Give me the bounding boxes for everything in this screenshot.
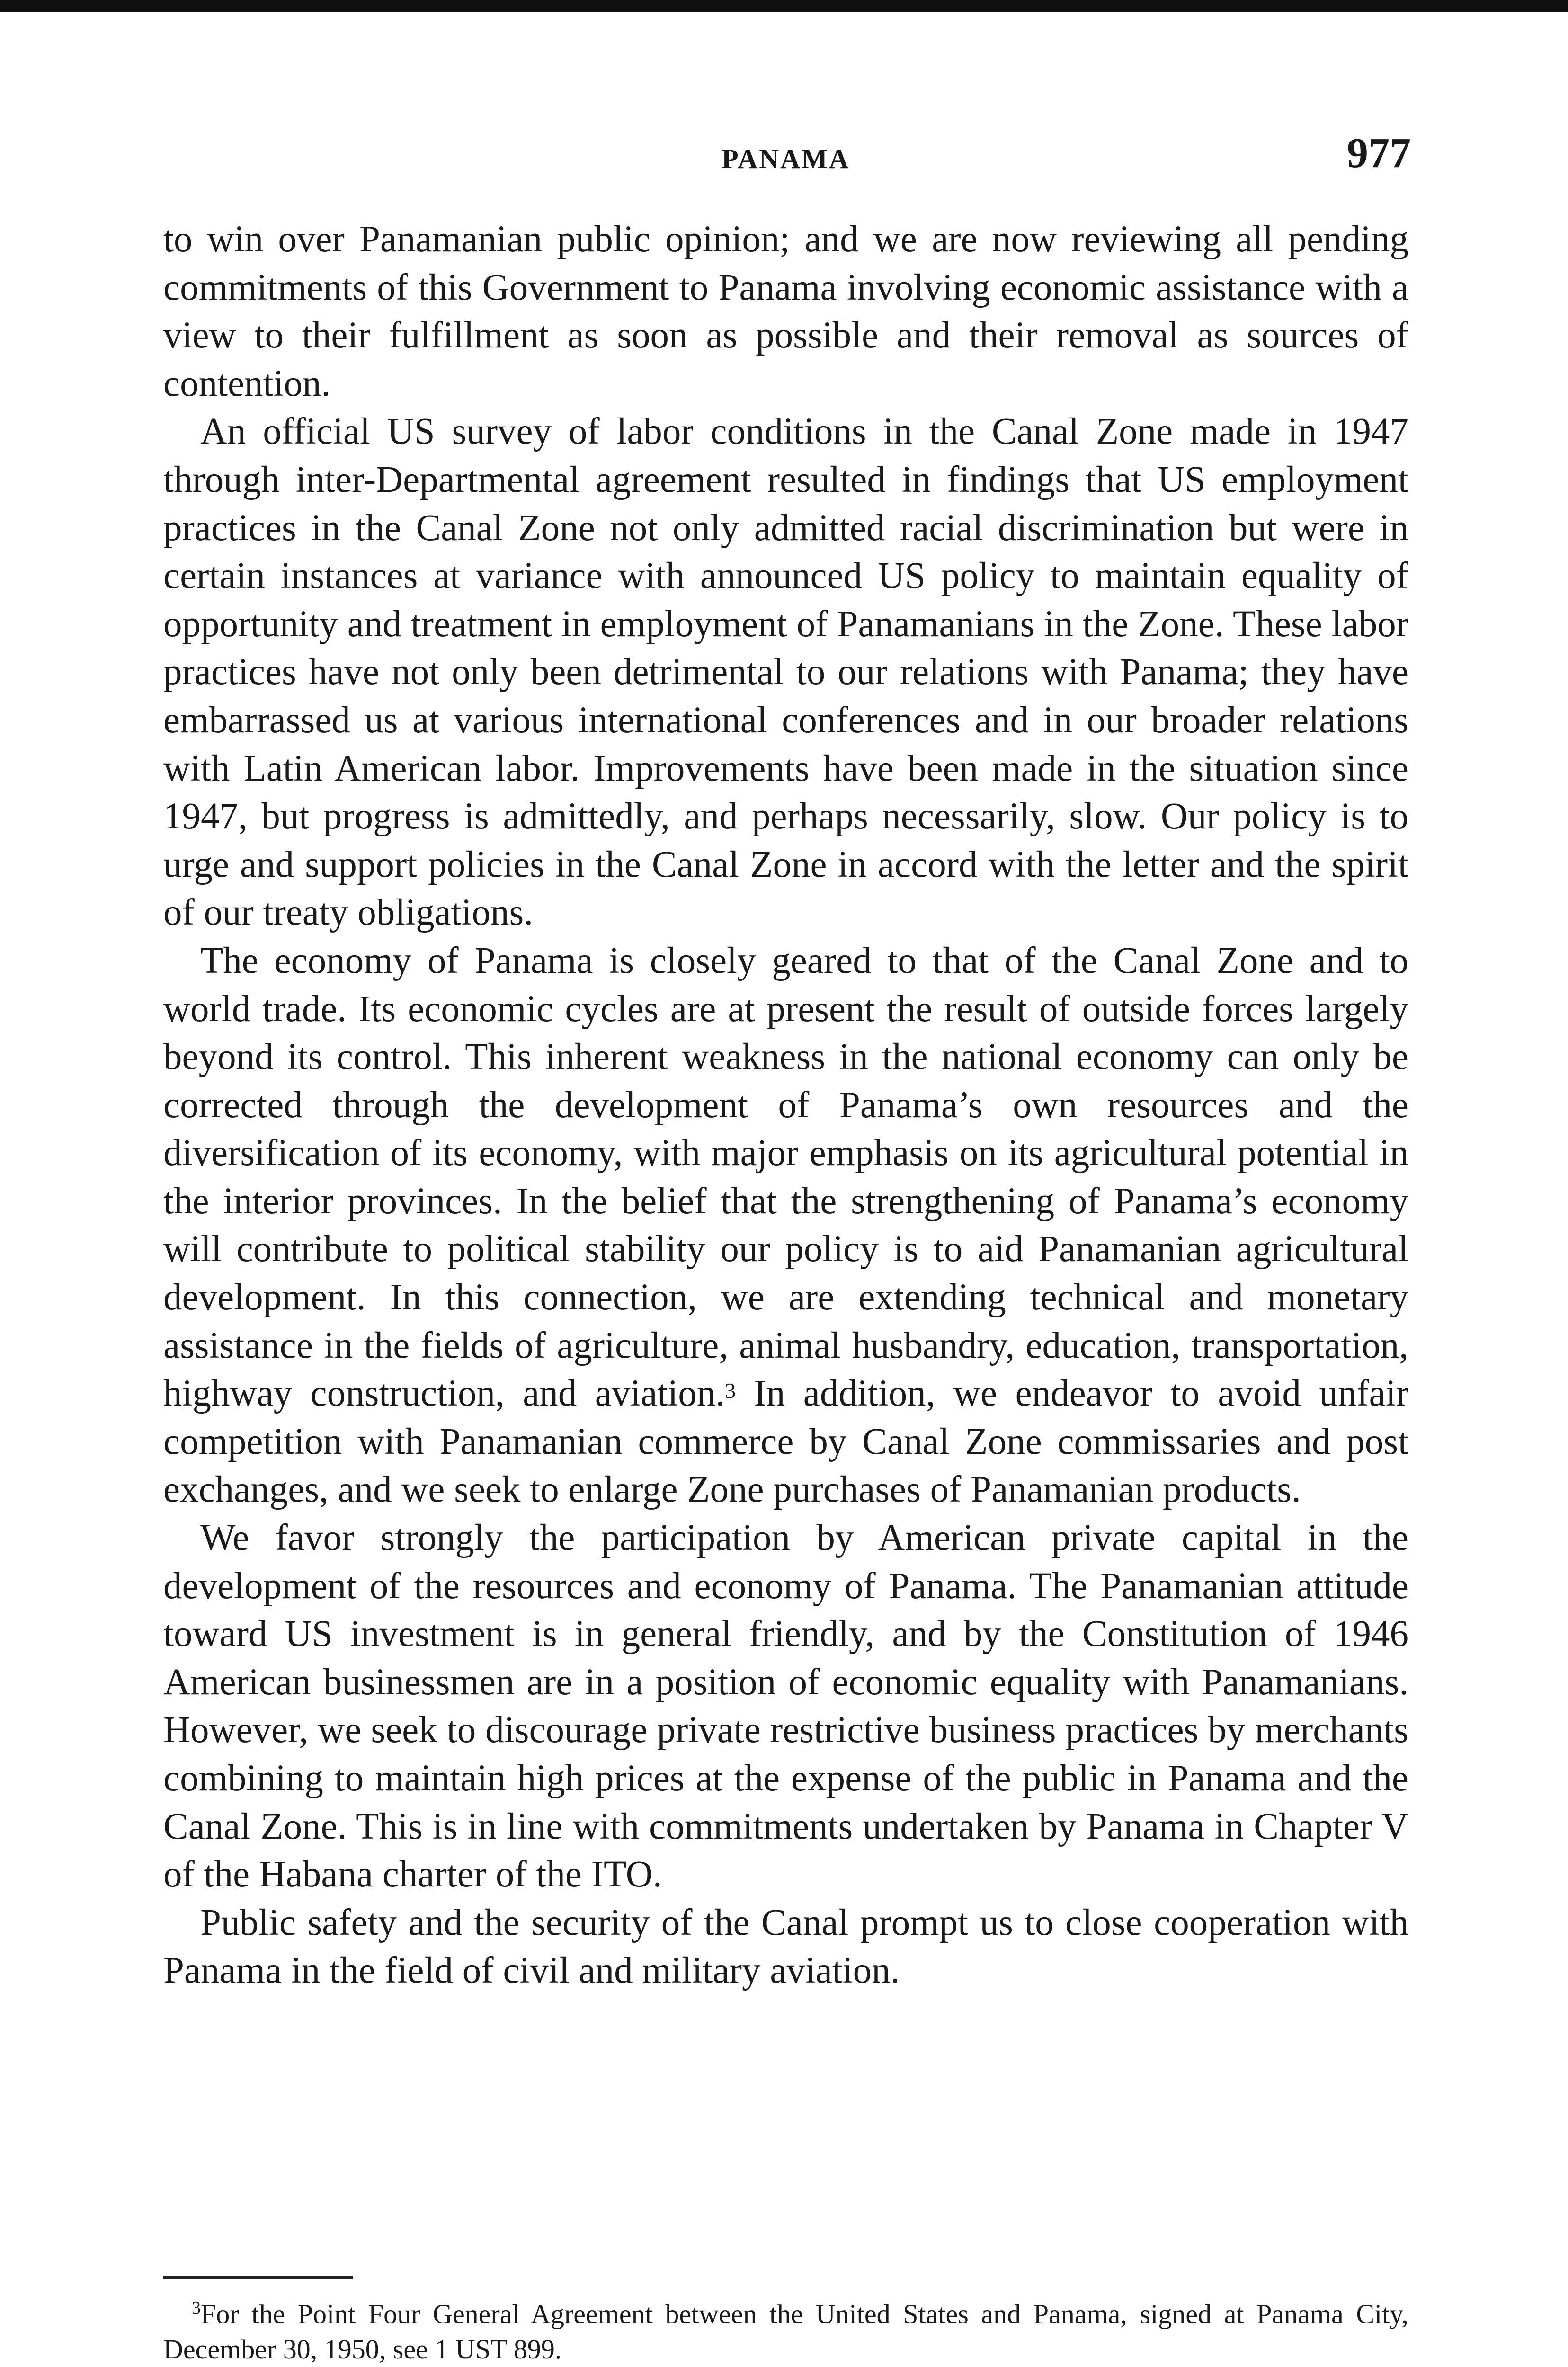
footnote-text: For the Point Four General Agreement between the United States and Panama, signed at Panama City, December 30, 1950, see 1 UST 899.	[163, 2298, 1408, 2365]
running-head	[161, 124, 1411, 190]
footnote-marker: 3	[192, 2298, 201, 2318]
footnote	[163, 2290, 1408, 2367]
paragraph-continued: to win over Panamanian public opinion; and we are now reviewing all pending commitments of this Government to Panama involving economic assistance with a view to their fulfillment as soon as possible and their removal as sources of contention.	[163, 219, 1408, 404]
paragraph-economy-text: The economy of Panama is closely geared to that of the Canal Zone and to world trade. Its economic cycles are at present the result of outside forces largely beyond its control. This inherent weakness in the national economy can only be corrected through the development of Panama’s own resources and the diversification of its economy, with major emphasis on its agricultural potential in the interior provinces. In the belief that the strengthening of Panama’s economy will contribute to political stability our policy is to aid Panamanian agricultural development. In this connection, we are extending technical and monetary assistance in the fields of agriculture, animal husbandry, education, transportation, highway construction, and aviation.	[163, 940, 1408, 1415]
footnote-rule	[163, 2276, 353, 2279]
paragraph-public-safety: Public safety and the security of the Canal prompt us to close cooperation with Panama in the field of civil and military aviation.	[163, 1902, 1408, 1992]
footnote-text-block	[163, 2290, 1408, 2367]
paragraph-economy-continuation: In addition, we endeavor to avoid unfair competition with Panamanian commerce by Canal Zone commissaries and post exchanges, and we seek to enlarge Zone purchases of Panamanian products.	[163, 1373, 1408, 1511]
running-title: PANAMA	[722, 143, 850, 174]
paragraph-labor-survey: An official US survey of labor conditions in the Canal Zone made in 1947 through inter-Departmental agreement resulted in findings that US employment practices in the Canal Zone not only admitted racial discrimination but were in certain instances at variance with announced US policy to maintain equality of opportunity and treatment in employment of Panamanians in the Zone. These labor practices have not only been detrimental to our relations with Panama; they have embarrassed us at various international conferences and in our broader relations with Latin American labor. Improvements have been made in the situation since 1947, but progress is admittedly, and perhaps necessarily, slow. Our policy is to urge and support policies in the Canal Zone in accord with the letter and the spirit of our treaty obligations.	[163, 411, 1408, 934]
body-text	[163, 215, 1408, 1995]
page-number: 977	[1347, 130, 1411, 177]
paragraph-economy	[163, 937, 1408, 1514]
scan-top-edge	[0, 0, 1568, 12]
footnote-reference: 3	[725, 1379, 736, 1403]
paragraph-private-capital: We favor strongly the participation by American private capital in the development of the resources and economy of Panama. The Panamanian attitude toward US investment is in general friendly, and by the Constitution of 1946 American businessmen are in a position of economic equality with Panamanians. However, we seek to discourage private restrictive business practices by merchants combining to maintain high prices at the expense of the public in Panama and the Canal Zone. This is in line with commitments undertaken by Panama in Chapter V of the Habana charter of the ITO.	[163, 1517, 1408, 1895]
